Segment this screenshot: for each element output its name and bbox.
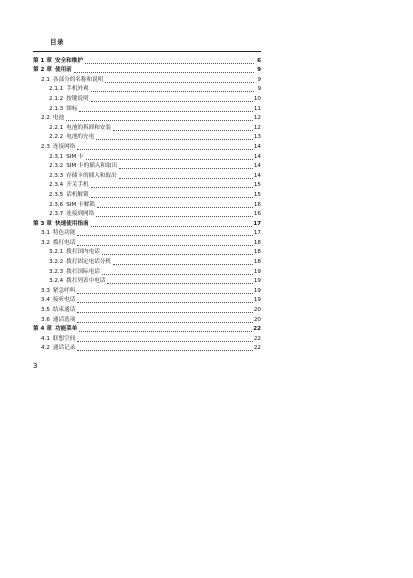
toc-entry-page: 10 [253, 95, 261, 102]
toc-entry-title: 安全和维护 [54, 57, 83, 64]
dot-leader [79, 111, 252, 112]
toc-entry-number: 2.3.7 [49, 211, 64, 218]
toc-entry-title: 电池 [52, 115, 65, 122]
toc-entry-page: 12 [253, 124, 261, 131]
toc-entry-title: 各部分的名称和说明 [52, 76, 104, 83]
toc-entry-page: 19 [253, 297, 261, 304]
toc-entry-number: 3.1 [41, 230, 50, 237]
toc-entry[interactable] [33, 114, 261, 124]
toc-entry-title: 紧急呼叫 [52, 287, 76, 294]
toc-entry-page: 18 [253, 259, 261, 266]
toc-entry[interactable] [33, 133, 261, 143]
toc-entry-title: 功能菜单 [54, 326, 78, 333]
toc-entry-number: 2.2.1 [49, 124, 64, 131]
toc-entry[interactable] [33, 142, 261, 152]
toc-entry-title: 通话记录 [52, 345, 76, 352]
toc-entry-number: 2.2 [41, 115, 50, 122]
toc-entry[interactable] [33, 277, 261, 287]
toc-entry-page: 14 [253, 172, 261, 179]
toc-entry[interactable] [33, 248, 261, 258]
toc-entry-title: 接听电话 [52, 297, 76, 304]
toc-entry-number: 3.2.3 [49, 268, 64, 275]
toc-entry-title: SIM 卡的插入和取出 [66, 163, 118, 170]
toc-entry-title: SIM 卡 [66, 153, 84, 160]
toc-entry[interactable] [33, 344, 261, 354]
toc-entry[interactable] [33, 94, 261, 104]
toc-entry[interactable] [33, 325, 261, 335]
dot-leader [74, 72, 254, 73]
toc-entry-title: 使用前 [54, 67, 72, 74]
toc-entry[interactable] [33, 123, 261, 133]
toc-entry-title: SIM 卡解锁 [66, 201, 95, 208]
dot-leader [107, 283, 252, 284]
toc-entry-number: 3.2.1 [49, 249, 64, 256]
dot-leader [77, 322, 253, 323]
toc-entry-title: 快速使用指南 [54, 220, 89, 227]
toc-entry[interactable] [33, 267, 261, 277]
toc-entry-page: 18 [253, 239, 261, 246]
toc-entry-number: 2.1 [41, 76, 50, 83]
table-of-contents [33, 56, 261, 353]
toc-entry-number: 3.2 [41, 239, 50, 246]
toc-entry-number: 2.3.4 [49, 182, 64, 189]
toc-entry[interactable] [33, 305, 261, 315]
toc-entry-page: 17 [253, 230, 261, 237]
toc-entry-page: 16 [253, 201, 261, 208]
toc-entry-page: 22 [253, 335, 261, 342]
toc-entry-page: 19 [253, 268, 261, 275]
toc-entry[interactable] [33, 56, 261, 66]
toc-entry[interactable] [33, 238, 261, 248]
toc-entry-title: 拨打国内电话 [66, 249, 100, 256]
toc-entry-number: 2.1.1 [49, 86, 64, 93]
dot-leader [79, 331, 252, 332]
toc-entry-page: 19 [253, 287, 261, 294]
toc-entry-page: 14 [253, 153, 261, 160]
toc-entry-title: 手机外观 [66, 86, 89, 93]
toc-entry-number: 第 1 章 [33, 57, 52, 64]
toc-entry-number: 4.1 [41, 335, 50, 342]
toc-entry-page: 9 [257, 76, 261, 83]
toc-entry-page: 9 [257, 86, 261, 93]
dot-leader [113, 130, 253, 131]
toc-entry-page: 12 [253, 115, 261, 122]
toc-entry-number: 3.2.4 [49, 278, 64, 285]
toc-entry-title: 拨打电话 [52, 239, 76, 246]
dot-leader [102, 254, 253, 255]
toc-entry-title: 存储卡的插入和取出 [66, 172, 117, 179]
dot-leader [86, 159, 253, 160]
toc-entry-number: 2.1.3 [49, 105, 64, 112]
dot-leader [96, 139, 253, 140]
toc-title: 目录 [50, 38, 64, 46]
toc-entry[interactable] [33, 104, 261, 114]
dot-leader [66, 120, 253, 121]
toc-entry-title: 按键说明 [66, 95, 89, 102]
toc-entry-page: 20 [253, 316, 261, 323]
toc-entry-page: 13 [253, 134, 261, 141]
toc-entry-title: 话机解锁 [66, 191, 89, 198]
toc-entry-page: 20 [253, 307, 261, 314]
toc-entry-title: 拨打列表中电话 [66, 278, 106, 285]
dot-leader [97, 207, 253, 208]
toc-entry[interactable] [33, 66, 261, 76]
toc-entry[interactable] [33, 257, 261, 267]
toc-entry[interactable] [33, 229, 261, 239]
toc-entry-page: 22 [253, 345, 261, 352]
dot-leader [77, 235, 253, 236]
toc-entry-number: 2.3.1 [49, 153, 64, 160]
toc-entry-number: 3.4 [41, 297, 50, 304]
dot-leader [77, 149, 253, 150]
toc-entry[interactable] [33, 200, 261, 210]
toc-entry-number: 2.1.2 [49, 95, 64, 102]
dot-leader [91, 91, 254, 92]
dot-leader [102, 274, 253, 275]
toc-entry-number: 3.2.2 [49, 259, 64, 266]
toc-entry-title: 开关手机 [66, 182, 89, 189]
toc-entry-page: 14 [253, 143, 261, 150]
title-divider [33, 51, 261, 52]
toc-entry-page: 6 [257, 57, 261, 64]
toc-entry[interactable] [33, 315, 261, 325]
toc-entry[interactable] [33, 75, 261, 85]
toc-entry-page: 15 [253, 191, 261, 198]
toc-entry-page: 17 [253, 220, 261, 227]
toc-entry-page: 11 [253, 105, 261, 112]
toc-entry-number: 4.2 [41, 345, 50, 352]
toc-entry-number: 3.5 [41, 307, 50, 314]
toc-entry-page: 14 [253, 163, 261, 170]
dot-leader [119, 178, 253, 179]
toc-entry[interactable] [33, 219, 261, 229]
toc-entry-number: 2.3.2 [49, 163, 64, 170]
toc-entry[interactable] [33, 162, 261, 172]
toc-entry-page: 22 [253, 326, 261, 333]
dot-leader [77, 293, 253, 294]
toc-entry-number: 3.6 [41, 316, 50, 323]
dot-leader [91, 101, 253, 102]
toc-entry[interactable] [33, 210, 261, 220]
dot-leader [91, 197, 253, 198]
toc-entry-title: 拨打国际电话 [66, 268, 100, 275]
dot-leader [77, 302, 253, 303]
dot-leader [105, 82, 254, 83]
dot-leader [77, 341, 253, 342]
toc-entry-page: 19 [253, 278, 261, 285]
toc-entry-title: 连接网络 [52, 143, 76, 150]
toc-entry[interactable] [33, 190, 261, 200]
toc-entry-number: 2.3.6 [49, 201, 64, 208]
toc-entry[interactable] [33, 181, 261, 191]
toc-entry[interactable] [33, 85, 261, 95]
toc-entry-number: 第 3 章 [33, 220, 52, 227]
toc-entry-title: 结束通话 [52, 307, 76, 314]
toc-entry-title: 通话选项 [52, 316, 76, 323]
dot-leader [77, 350, 253, 351]
toc-entry-title: 图标 [66, 105, 78, 112]
toc-entry-number: 2.3.3 [49, 172, 64, 179]
toc-entry[interactable] [33, 171, 261, 181]
dot-leader [91, 187, 253, 188]
toc-entry[interactable] [33, 296, 261, 306]
toc-entry-title: 拨打固定电话分机 [66, 259, 111, 266]
toc-entry-page: 9 [257, 67, 261, 74]
toc-entry[interactable] [33, 152, 261, 162]
toc-entry-number: 3.3 [41, 287, 50, 294]
dot-leader [77, 312, 253, 313]
dot-leader [91, 226, 253, 227]
dot-leader [96, 216, 253, 217]
toc-entry[interactable] [33, 334, 261, 344]
toc-entry-number: 第 2 章 [33, 67, 52, 74]
dot-leader [119, 168, 253, 169]
toc-entry-number: 2.3 [41, 143, 50, 150]
page-number: 3 [33, 362, 38, 370]
dot-leader [85, 63, 254, 64]
dot-leader [77, 245, 253, 246]
toc-entry-page: 16 [253, 211, 261, 218]
toc-entry-title: 电池的拆卸和安装 [66, 124, 111, 131]
toc-entry-number: 第 4 章 [33, 326, 52, 333]
toc-entry-page: 18 [253, 249, 261, 256]
toc-entry-title: 电池的充电 [66, 134, 95, 141]
dot-leader [113, 264, 253, 265]
toc-entry[interactable] [33, 286, 261, 296]
toc-entry-title: 联想空间 [52, 335, 76, 342]
toc-entry-number: 2.2.2 [49, 134, 64, 141]
toc-entry-page: 15 [253, 182, 261, 189]
toc-entry-number: 2.3.5 [49, 191, 64, 198]
toc-entry-title: 连接到网络 [66, 211, 95, 218]
toc-entry-title: 特色功能 [52, 230, 76, 237]
